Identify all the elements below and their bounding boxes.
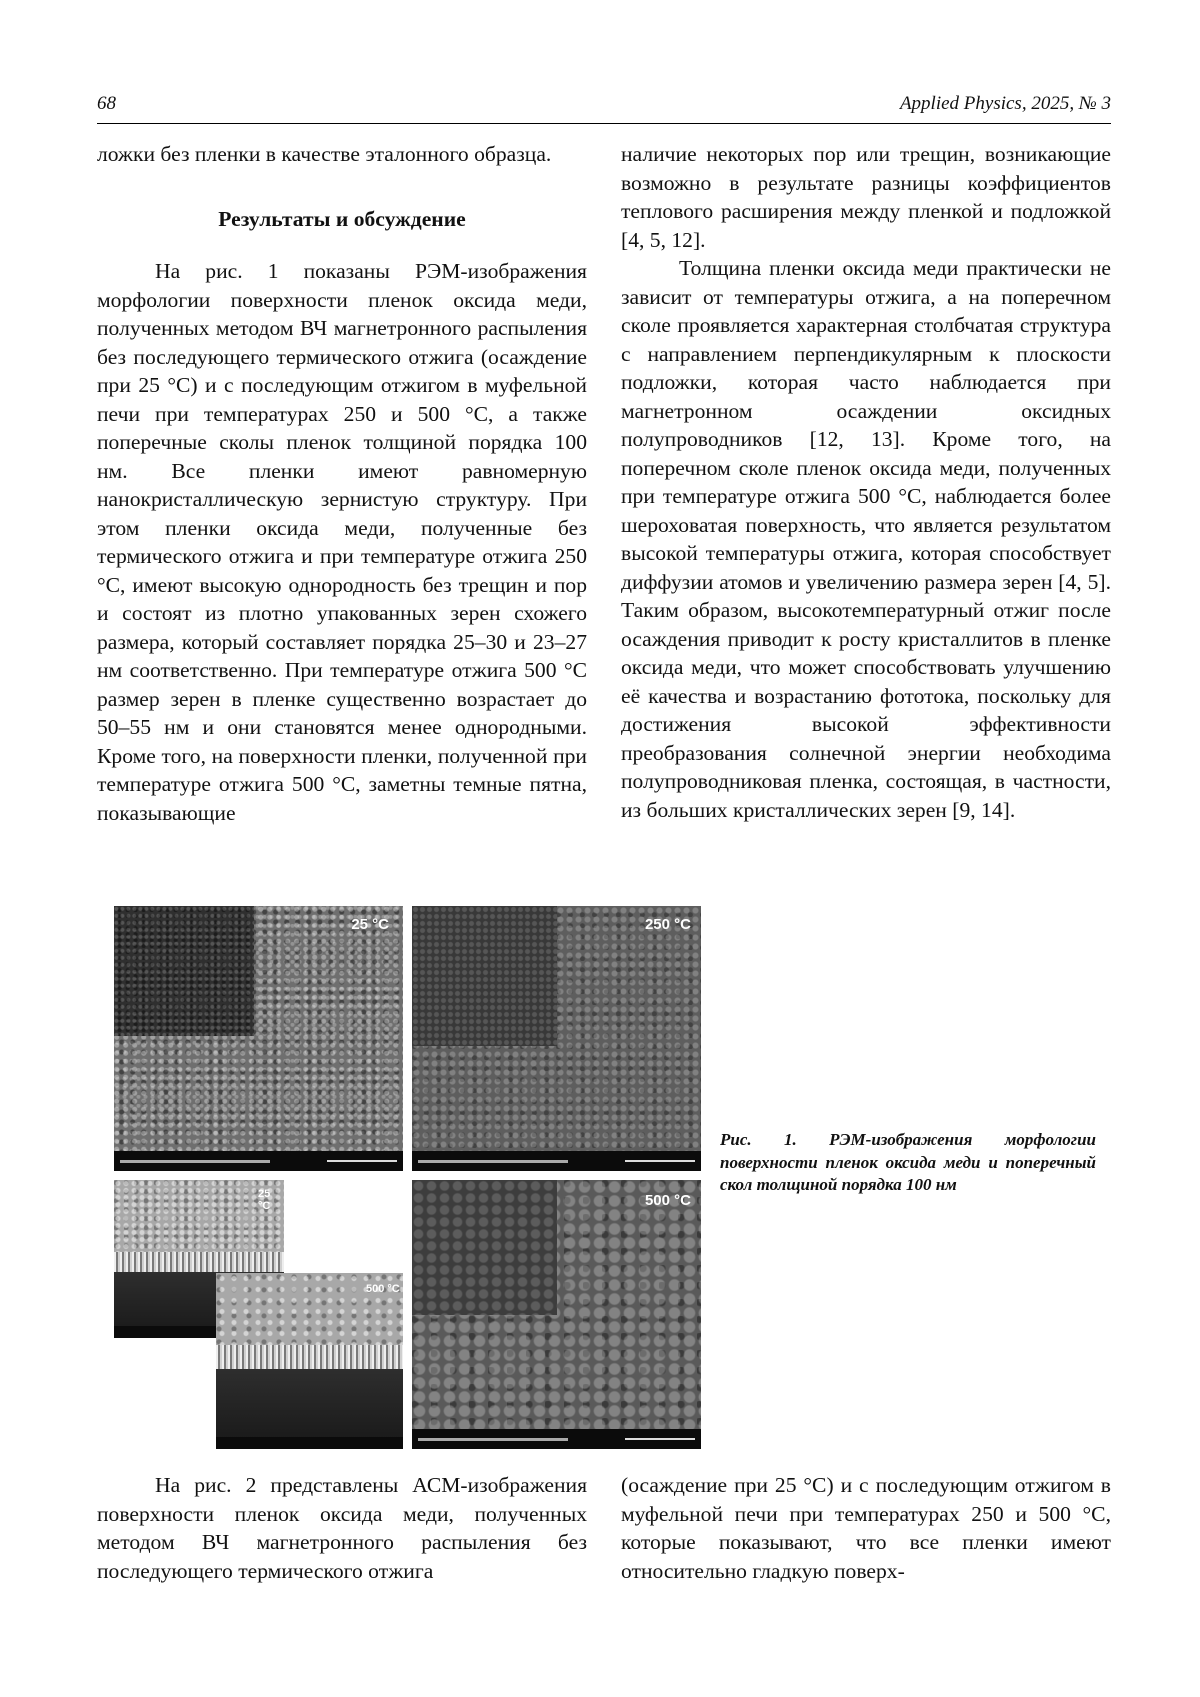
cross-section-film xyxy=(114,1252,284,1272)
sem-inset xyxy=(412,1180,557,1315)
cross-section-500c xyxy=(216,1273,403,1449)
paragraph: На рис. 2 представлены АСМ-изображения поверхности пленок оксида меди, полученных методом ВЧ магнетронного распыления без последующего термического отжига xyxy=(97,1473,587,1583)
section-title: Результаты и обсуждение xyxy=(218,206,466,231)
figure-caption: Рис. 1. РЭМ-изображения морфологии поверхности пленок оксида меди и поперечный скол толщиной порядка 100 нм xyxy=(720,1130,1096,1194)
paragraph: ложки без пленки в качестве эталонного образца. xyxy=(97,142,552,166)
sem-image-25c xyxy=(114,906,403,1171)
left-column-top xyxy=(97,140,587,827)
journal-title: Applied Physics, 2025, № 3 xyxy=(899,93,1111,114)
cross-section-label: 25 °C xyxy=(258,1188,271,1212)
paragraph: На рис. 1 показаны РЭМ-изображения морфологии поверхности пленок оксида меди, полученных методом ВЧ магнетронного распыления без последующего термического отжига (осаждение при 25 °C) и с последующим отжигом в муфельной печи при температурах 250 и 500 °C, а также поперечные сколы пленок толщиной порядка 100 нм. Все пленки имеют равномерную нанокристаллическую зернистую структуру. При этом пленки оксида меди, полученные без термического отжига и при температуре отжига 250 °C, имеют высокую однородность без трещин и пор и состоят из плотно упакованных зерен схожего размера, который составляет порядка 25–30 и 23–27 нм соответственно. При температуре отжига 500 °C размер зерен в пленке существенно возрастает до 50–55 нм и они становятся менее однородными. Кроме того, на поверхности пленки, полученной при температуре отжига 500 °C, заметны темные пятна, показывающие xyxy=(97,259,587,825)
sem-image-500c xyxy=(412,1180,701,1449)
sem-image-250c xyxy=(412,906,701,1171)
cross-section-film xyxy=(216,1345,403,1369)
temperature-label: 25 °C xyxy=(351,916,389,933)
sem-info-bar xyxy=(216,1437,403,1449)
page-number: 68 xyxy=(97,93,116,114)
paragraph: Толщина пленки оксида меди практически не зависит от температуры отжига, а на поперечном сколе проявляется характерная столбчатая структура с направлением перпендикулярным к плоскости подложки, которая часто наблюдается при магнетронном осаждении оксидных полупроводников [12, 13]. Кроме того, на поперечном сколе пленок оксида меди, полученных при температуре отжига 500 °C, наблюдается более шероховатая поверхность, что является результатом высокой температуры отжига, которая способствует диффузии атомов и увеличению размера зерен [4, 5]. Таким образом, высокотемпературный отжиг после осаждения приводит к росту кристаллитов в пленке оксида меди, что может способствовать улучшению её качества и возрастанию фототока, поскольку для достижения высокой эффективности преобразования солнечной энергии необходима полупроводниковая пленка, состоящая, в частности, из больших кристаллических зерен [9, 14]. xyxy=(621,256,1111,822)
running-header xyxy=(97,93,1111,124)
temperature-label: 500 °C xyxy=(644,1192,691,1209)
sem-info-bar xyxy=(412,1151,701,1171)
sem-inset xyxy=(412,906,557,1046)
cross-section-label: 500 °C xyxy=(366,1283,400,1295)
temperature-label: 250 °C xyxy=(644,916,691,933)
sem-inset xyxy=(114,906,254,1036)
paragraph: (осаждение при 25 °C) и с последующим отжигом в муфельной печи при температурах 250 и 500 °C, которые показывают, что все пленки имеют относительно гладкую поверх- xyxy=(621,1473,1111,1583)
right-column-bottom xyxy=(621,1471,1111,1585)
sem-info-bar xyxy=(412,1429,701,1449)
paragraph: наличие некоторых пор или трещин, возникающие возможно в результате разницы коэффициентов теплового расширения между пленкой и подложкой [4, 5, 12]. xyxy=(621,142,1111,252)
sem-info-bar xyxy=(114,1151,403,1171)
left-column-bottom xyxy=(97,1471,587,1585)
right-column-top xyxy=(621,140,1111,824)
